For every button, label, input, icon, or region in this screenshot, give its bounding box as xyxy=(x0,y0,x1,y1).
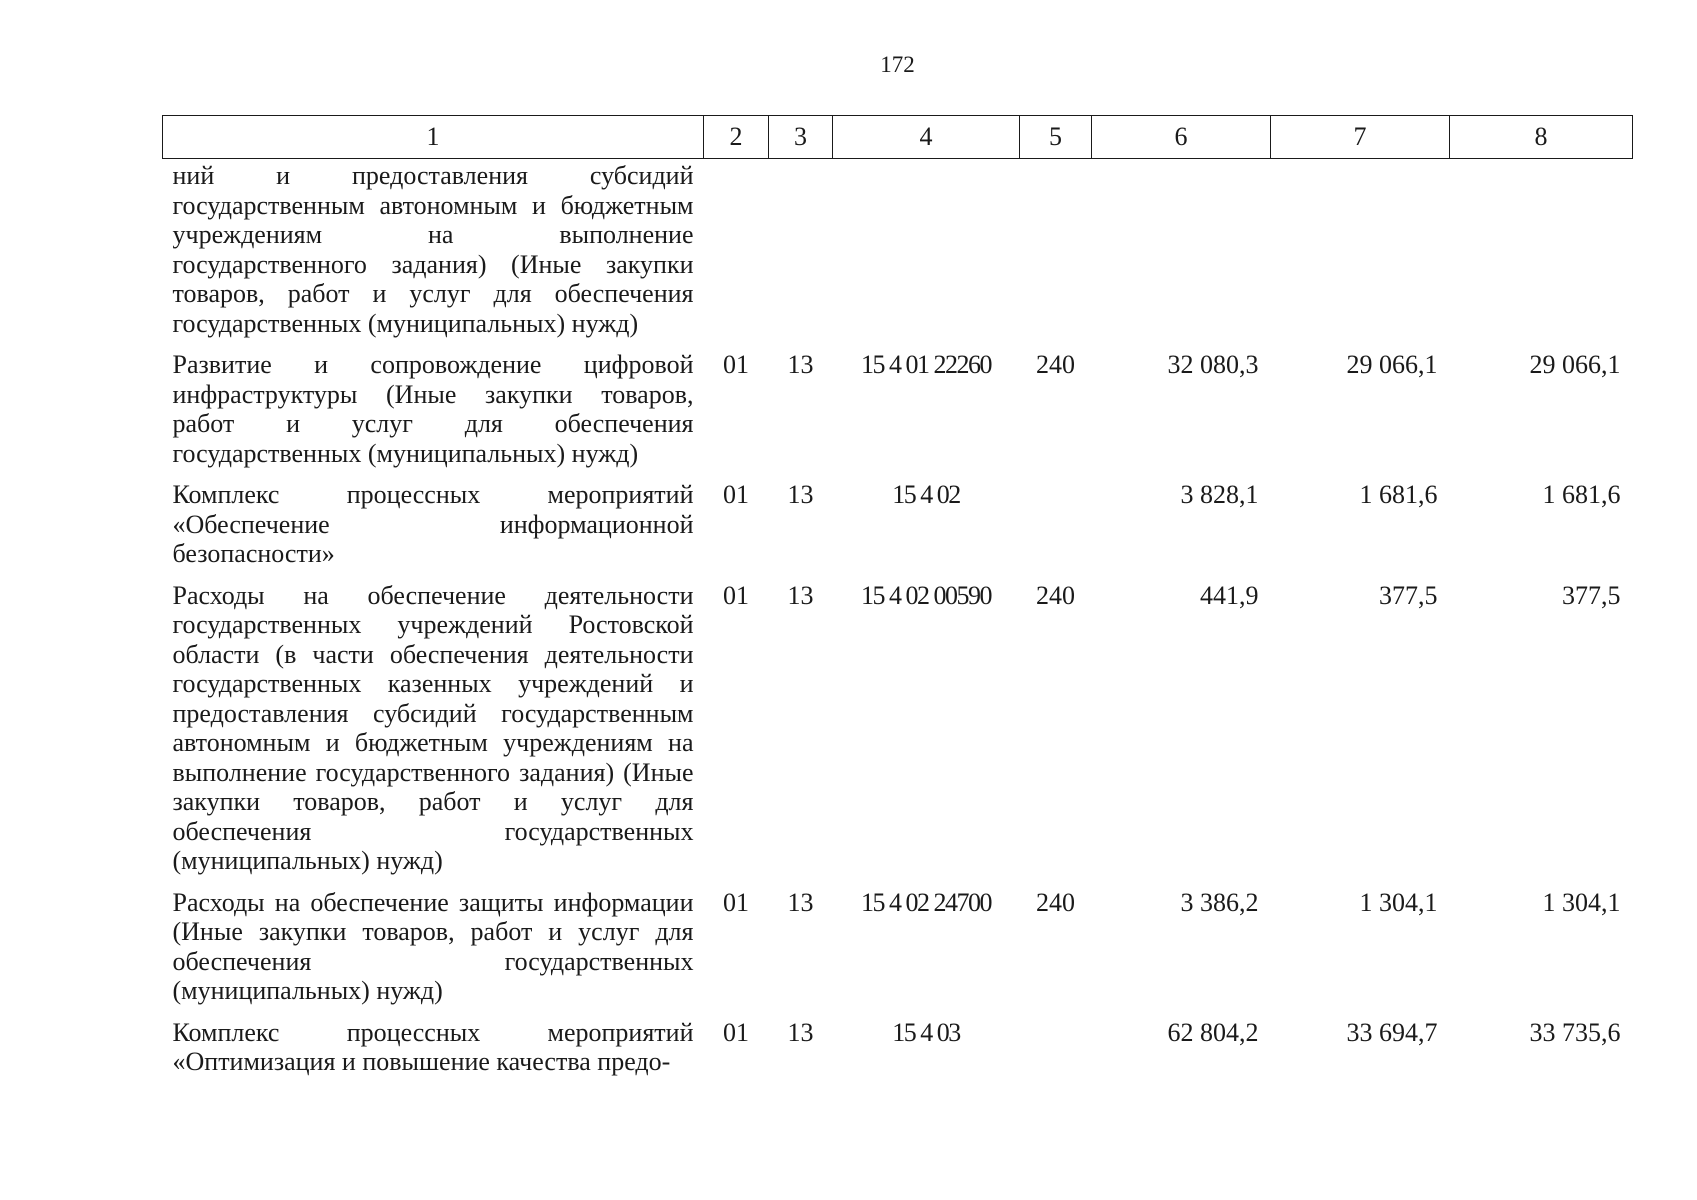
header-col-1: 1 xyxy=(163,116,704,159)
row-target-code: 15 4 02 00590 xyxy=(861,580,991,610)
row-value-col6: 62 804,2 xyxy=(1167,1017,1259,1047)
row-value-col7: 1 681,6 xyxy=(1359,480,1438,509)
row-value-col7 xyxy=(1271,159,1450,351)
row-name: Расходы на обеспечение деятельности государственных учреждений Ростовской области (в части обеспечения деятельности государственных казенных учреждений и предоставления субсидий государственным автономным и бюджетным учреждениям на выполнение государственного задания) (Иные закупки товаров, работ и услуг для обеспечения государственных (муниципальных) нужд) xyxy=(172,580,694,875)
table-row xyxy=(163,581,1633,888)
row-value-col6: 441,9 xyxy=(1200,580,1259,610)
row-value-col6: 3 386,2 xyxy=(1180,887,1259,917)
row-value-col7: 29 066,1 xyxy=(1346,350,1438,379)
row-subsection xyxy=(769,159,833,351)
row-value-col7: 1 304,1 xyxy=(1359,887,1438,917)
row-subsection: 13 xyxy=(787,580,814,610)
row-subsection: 13 xyxy=(787,480,814,509)
header-col-8: 8 xyxy=(1450,116,1633,159)
table-row xyxy=(163,350,1633,480)
row-expense-type xyxy=(1020,480,1092,581)
table-row xyxy=(163,1018,1633,1089)
table-row xyxy=(163,480,1633,581)
row-name: ний и предоставления субсидий государственным автономным и бюджетным учреждениям на выполнение государственного задания) (Иные закупки товаров, работ и услуг для обеспечения государственных (муниципальных) нужд) xyxy=(172,161,694,338)
row-value-col8: 29 066,1 xyxy=(1529,350,1621,379)
header-col-2: 2 xyxy=(704,116,769,159)
header-col-4: 4 xyxy=(833,116,1020,159)
row-value-col8: 1 681,6 xyxy=(1542,480,1621,509)
row-target-code: 15 4 01 22260 xyxy=(861,350,991,379)
row-expense-type: 240 xyxy=(1036,580,1075,610)
header-col-5: 5 xyxy=(1020,116,1092,159)
table-row xyxy=(163,888,1633,1018)
row-target-code: 15 4 02 xyxy=(892,480,960,509)
row-value-col8: 377,5 xyxy=(1562,580,1621,610)
row-section: 01 xyxy=(723,580,749,610)
row-subsection: 13 xyxy=(787,350,814,379)
row-value-col8 xyxy=(1450,159,1633,351)
page-number: 172 xyxy=(880,52,915,77)
row-value-col8: 1 304,1 xyxy=(1542,887,1621,917)
row-section: 01 xyxy=(723,1017,749,1047)
row-expense-type: 240 xyxy=(1036,350,1075,379)
row-subsection: 13 xyxy=(787,887,814,917)
table-row xyxy=(163,159,1633,351)
row-target-code: 15 4 03 xyxy=(892,1017,960,1047)
row-name: Расходы на обеспечение защиты информации (Иные закупки товаров, работ и услуг для обеспечения государственных (муниципальных) нужд) xyxy=(172,887,694,1005)
row-section: 01 xyxy=(723,887,749,917)
row-expense-type xyxy=(1020,159,1092,351)
row-section xyxy=(704,159,769,351)
row-section: 01 xyxy=(723,350,749,379)
row-value-col6: 32 080,3 xyxy=(1167,350,1259,379)
row-name: Комплекс процессных мероприятий «Оптимизация и повышение качества предо- xyxy=(172,1017,694,1076)
row-section: 01 xyxy=(723,480,749,509)
header-col-7: 7 xyxy=(1271,116,1450,159)
row-value-col7: 33 694,7 xyxy=(1346,1017,1438,1047)
header-row xyxy=(163,116,1633,159)
header-col-3: 3 xyxy=(769,116,833,159)
header-col-6: 6 xyxy=(1092,116,1271,159)
row-target-code xyxy=(833,159,1020,351)
row-name: Развитие и сопровождение цифровой инфраструктуры (Иные закупки товаров, работ и услуг для обеспечения государственных (муниципальных) нужд) xyxy=(172,350,694,468)
row-value-col8: 33 735,6 xyxy=(1529,1017,1621,1047)
row-expense-type xyxy=(1020,1018,1092,1089)
row-value-col6: 3 828,1 xyxy=(1180,480,1259,509)
row-name: Комплекс процессных мероприятий «Обеспечение информационной безопасности» xyxy=(172,480,694,568)
budget-table xyxy=(162,115,1633,1089)
row-target-code: 15 4 02 24700 xyxy=(861,887,991,917)
row-subsection: 13 xyxy=(787,1017,814,1047)
row-value-col7: 377,5 xyxy=(1379,580,1438,610)
row-value-col6 xyxy=(1092,159,1271,351)
row-expense-type: 240 xyxy=(1036,887,1075,917)
